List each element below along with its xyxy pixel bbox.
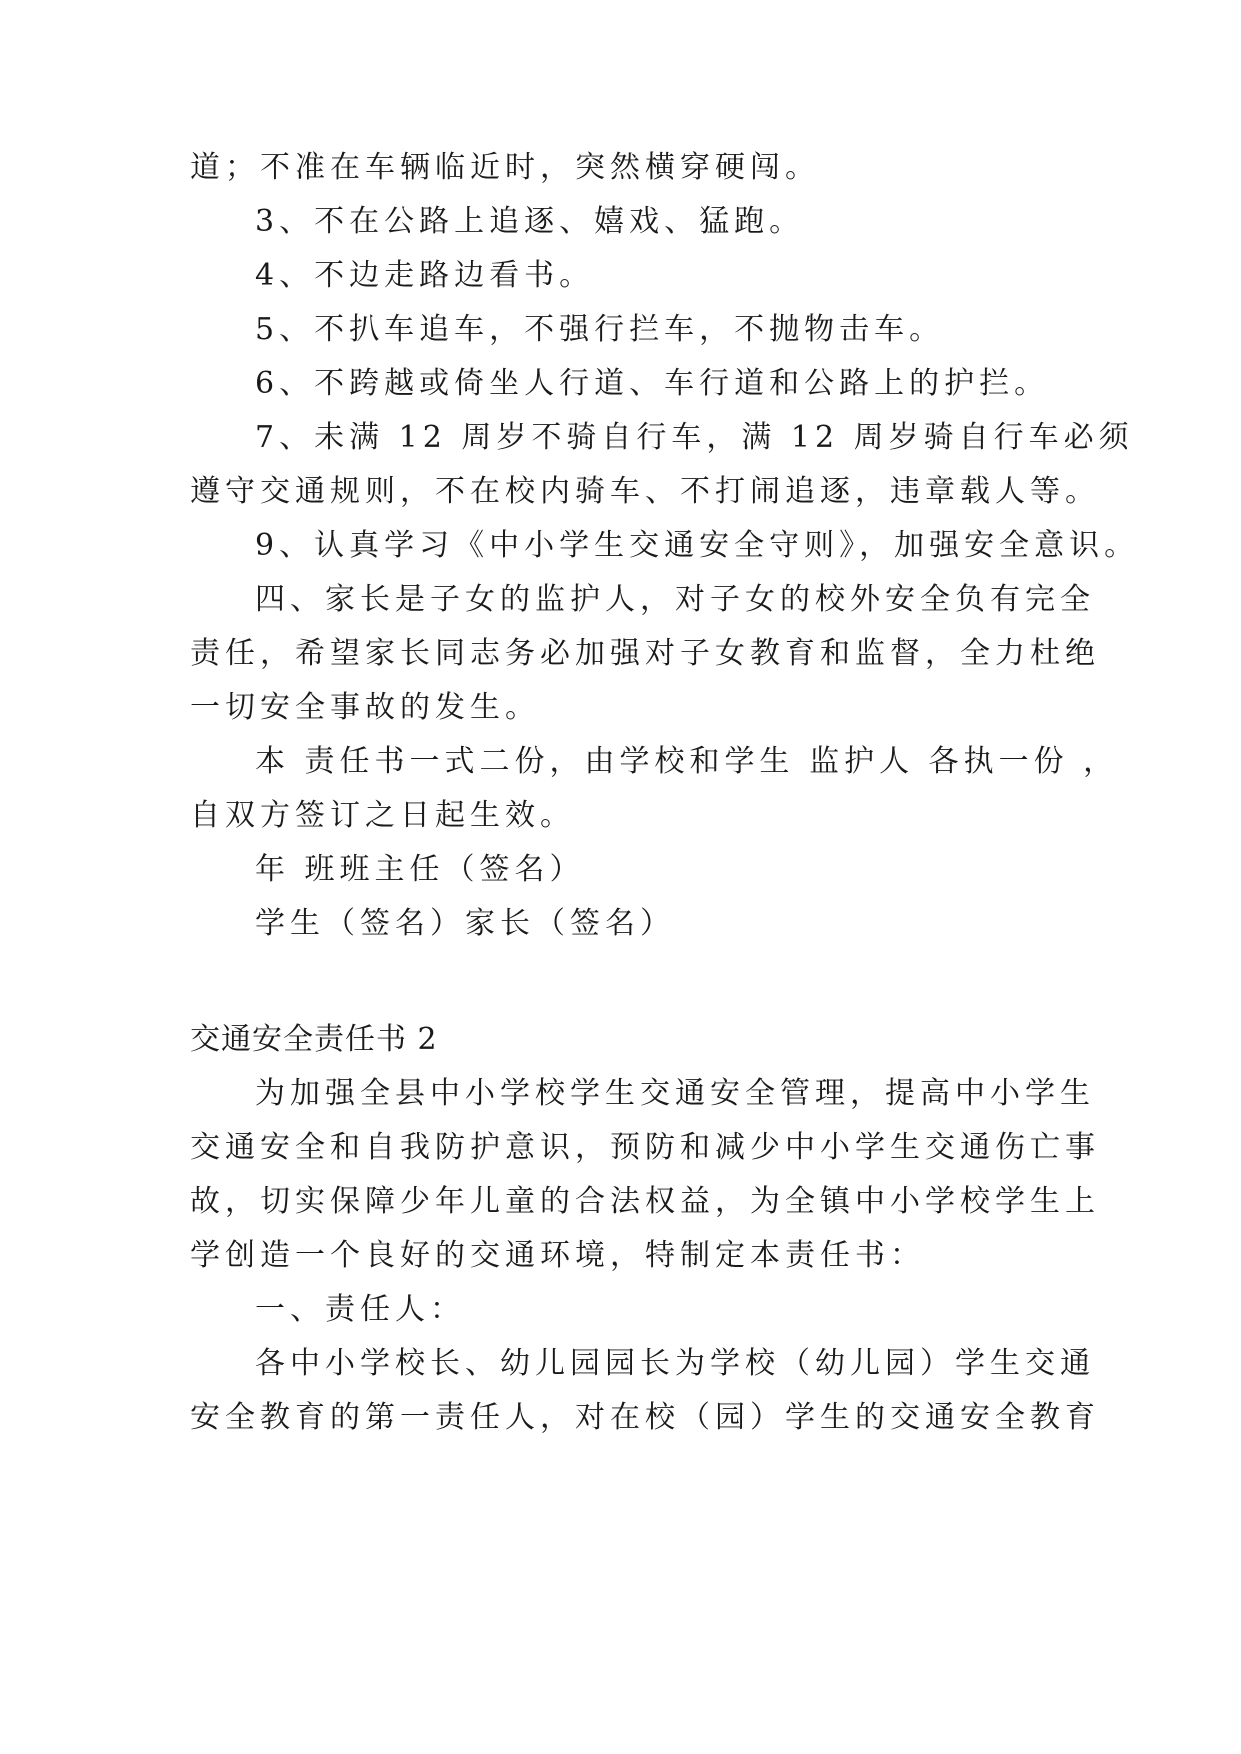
list-item-9: 9、认真学习《中小学生交通安全守则》，加强安全意识。 <box>255 528 1140 563</box>
student-parent-signature-line: 学生（签名）家长（签名） <box>255 906 675 941</box>
teacher-signature-line: 年 班班主任（签名） <box>255 852 585 887</box>
body-text-line: 道；不准在车辆临近时，突然横穿硬闯。 <box>190 150 820 185</box>
copies-statement: 本 责任书一式二份，由学校和学生 监护人 各执一份 ， <box>255 744 1119 779</box>
body-text-line: 一切安全事故的发生。 <box>190 690 540 725</box>
list-item-5: 5、不扒车追车，不强行拦车，不抛物击车。 <box>255 312 945 347</box>
section-four-paragraph: 四、家长是子女的监护人，对子女的校外安全负有完全 <box>255 582 1095 617</box>
body-text-line: 故，切实保障少年儿童的合法权益，为全镇中小学校学生上 <box>190 1184 1100 1219</box>
list-item-7: 7、未满 12 周岁不骑自行车，满 12 周岁骑自行车必须 <box>255 420 1134 455</box>
intro-paragraph: 为加强全县中小学校学生交通安全管理，提高中小学生 <box>255 1076 1095 1111</box>
body-text-line: 自双方签订之日起生效。 <box>190 798 575 833</box>
body-text-line: 责任，希望家长同志务必加强对子女教育和监督，全力杜绝 <box>190 636 1100 671</box>
body-text-line: 交通安全和自我防护意识，预防和减少中小学生交通伤亡事 <box>190 1130 1100 1165</box>
body-text-line: 学创造一个良好的交通环境，特制定本责任书： <box>190 1238 925 1273</box>
section-title: 交通安全责任书 2 <box>190 1022 438 1057</box>
list-item-6: 6、不跨越或倚坐人行道、车行道和公路上的护拦。 <box>255 366 1050 401</box>
list-item-4: 4、不边走路边看书。 <box>255 258 595 293</box>
responsible-person-paragraph: 各中小学校长、幼儿园园长为学校（幼儿园）学生交通 <box>255 1346 1095 1381</box>
responsible-person-heading: 一、责任人： <box>255 1292 465 1327</box>
body-text-line: 安全教育的第一责任人，对在校（园）学生的交通安全教育 <box>190 1400 1100 1435</box>
body-text-line: 遵守交通规则，不在校内骑车、不打闹追逐，违章载人等。 <box>190 474 1100 509</box>
list-item-3: 3、不在公路上追逐、嬉戏、猛跑。 <box>255 204 805 239</box>
